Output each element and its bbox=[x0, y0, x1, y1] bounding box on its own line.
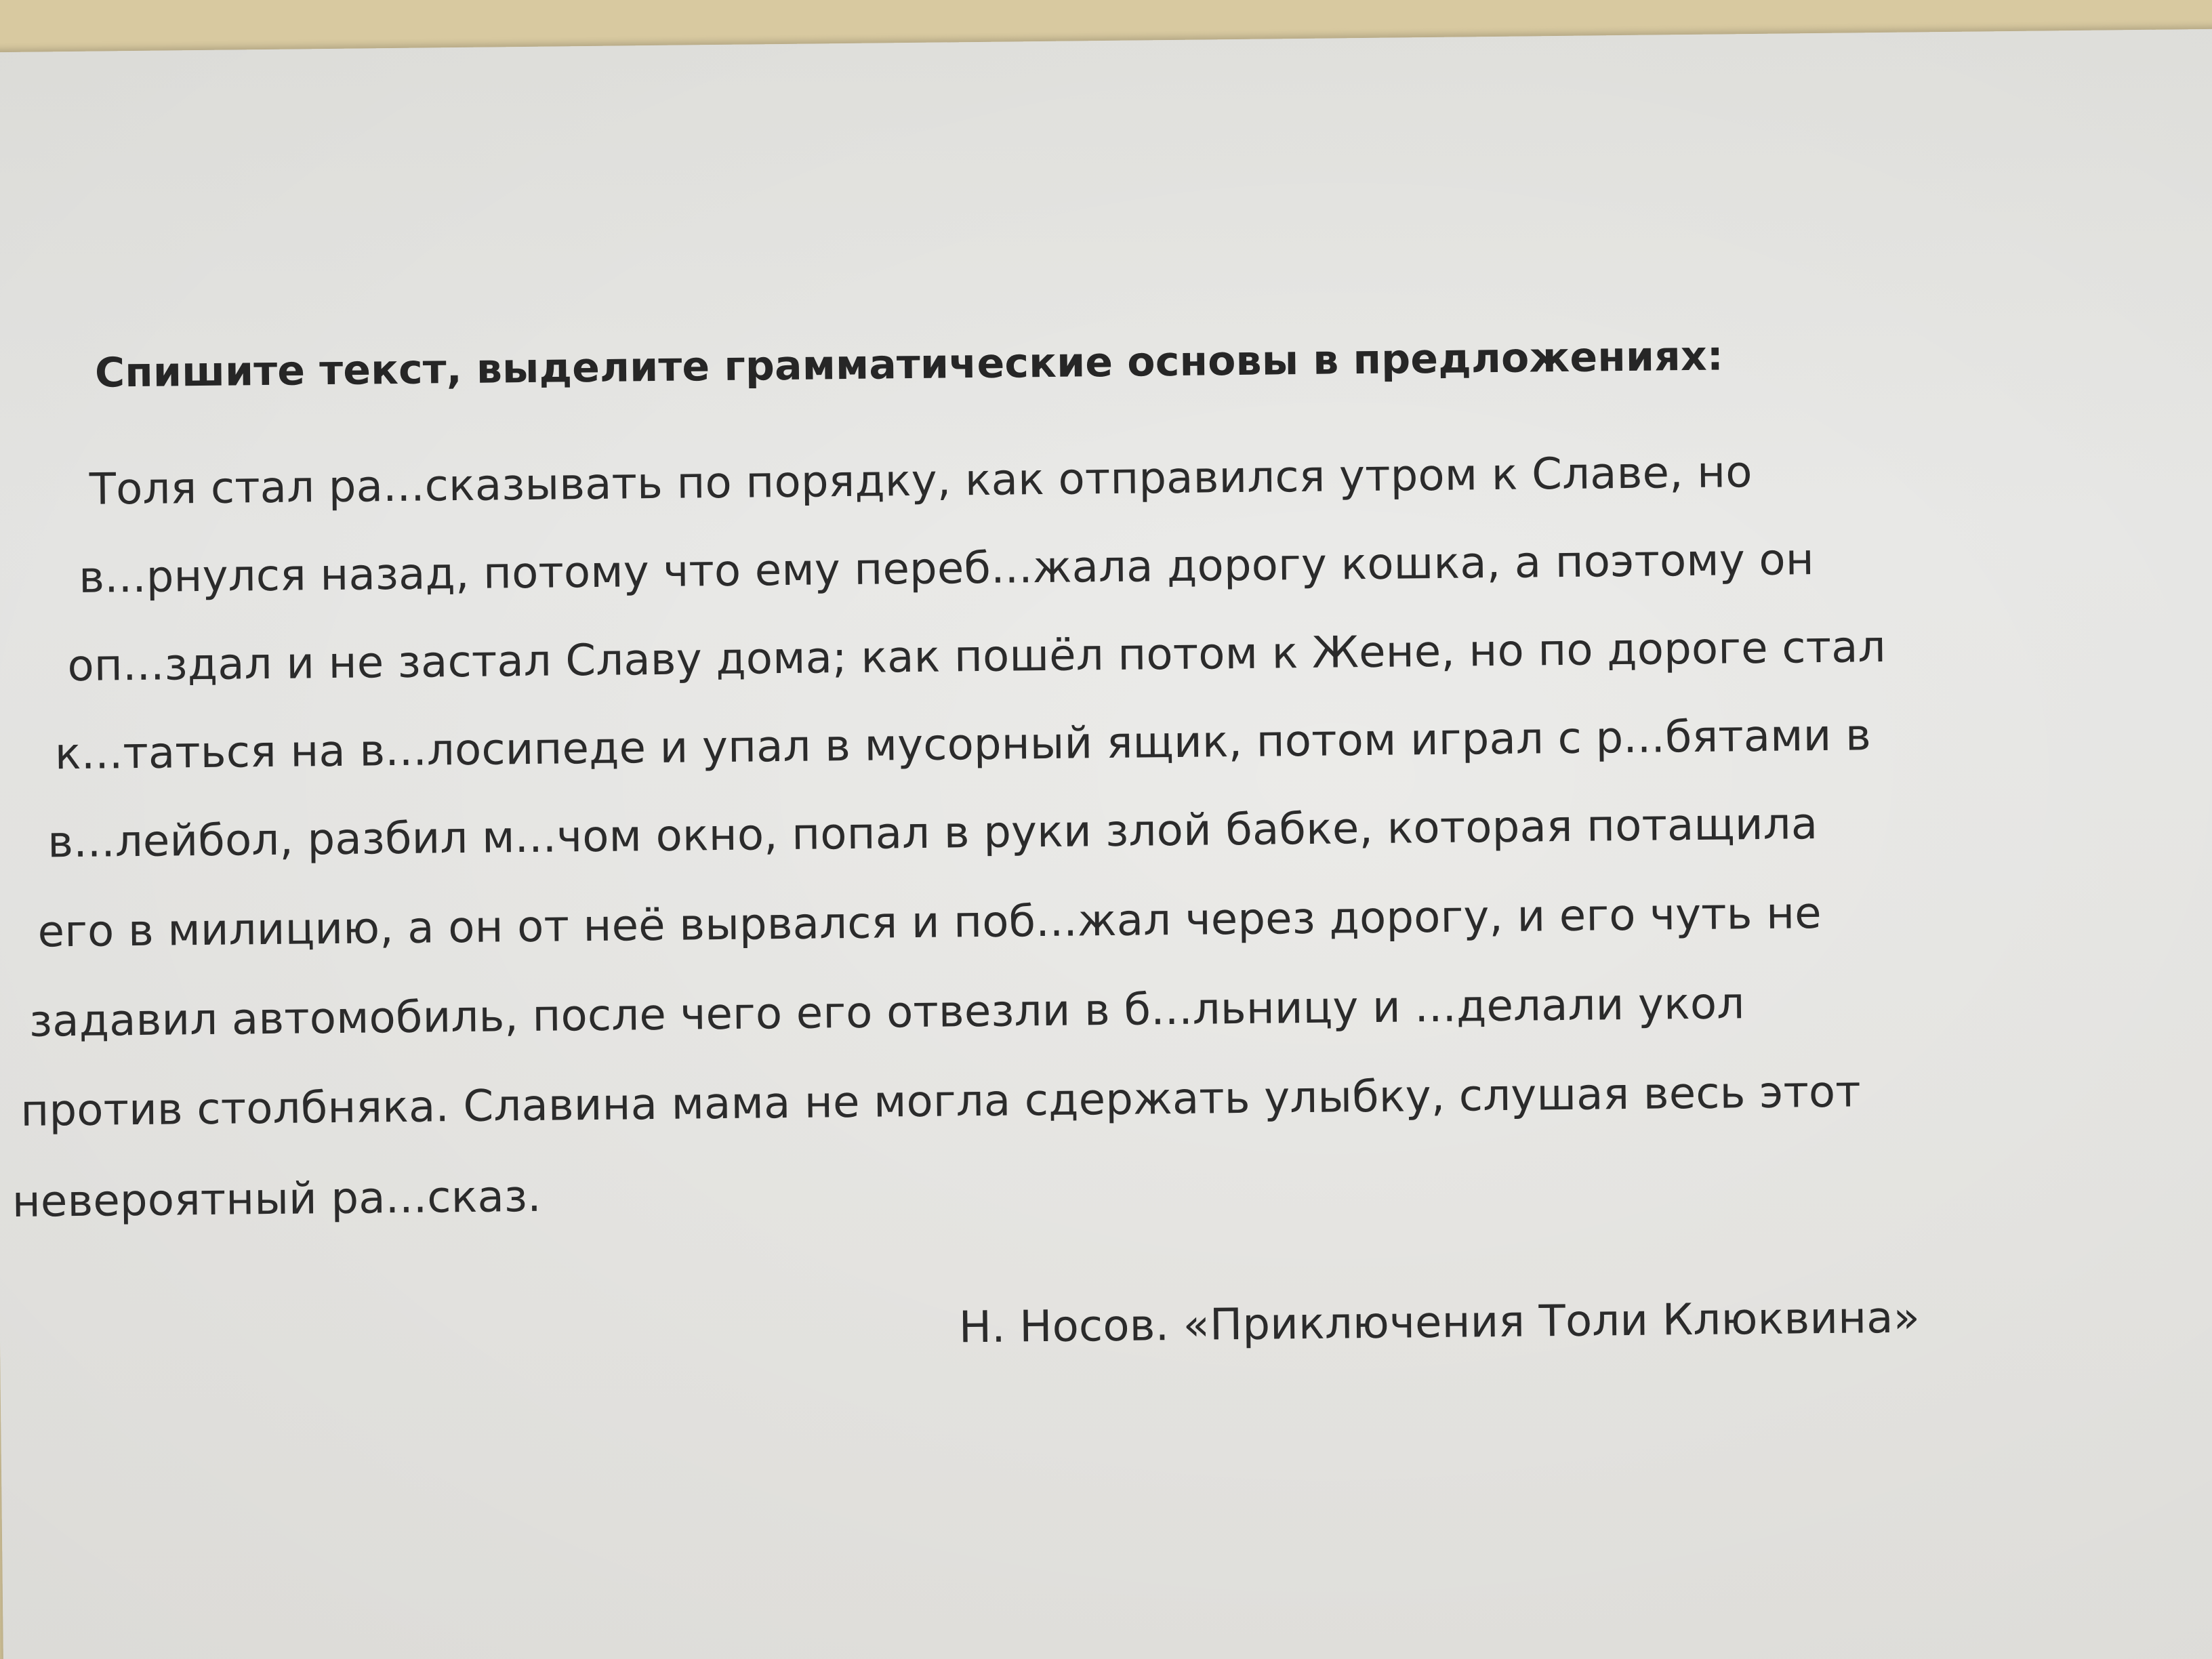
instruction-heading: Спишите текст, выделите грамматические основы в предложениях: bbox=[94, 332, 1724, 397]
text-line-3: оп...здал и не застал Славу дома; как пошёл потом к Жене, но по дороге стал bbox=[67, 621, 1887, 692]
text-line-7: задавил автомобиль, после чего его отвезли в б...льницу и ...делали укол bbox=[28, 979, 1745, 1047]
attribution: Н. Носов. «Приключения Толи Клюквина» bbox=[958, 1292, 1921, 1353]
text-line-6: его в милицию, а он от неё вырвался и поб...жал через дорогу, и его чуть не bbox=[37, 888, 1822, 958]
text-line-2: в...рнулся назад, потому что ему переб...жала дорогу кошка, а поэтому он bbox=[78, 535, 1815, 603]
text-line-1: Толя стал ра...сказывать по порядку, как отправился утром к Славе, но bbox=[89, 447, 1753, 515]
text-line-5: в...лейбол, разбил м...чом окно, попал в руки злой бабке, которая потащила bbox=[47, 799, 1818, 868]
text-line-8: против столбняка. Славина мама не могла сдержать улыбку, слушая весь этот bbox=[20, 1067, 1862, 1136]
text-line-9: невероятный ра...сказ. bbox=[12, 1171, 542, 1227]
text-line-4: к...таться на в...лосипеде и упал в мусорный ящик, потом играл с р...бятами в bbox=[54, 710, 1872, 780]
paper-sheet bbox=[0, 29, 2212, 1659]
